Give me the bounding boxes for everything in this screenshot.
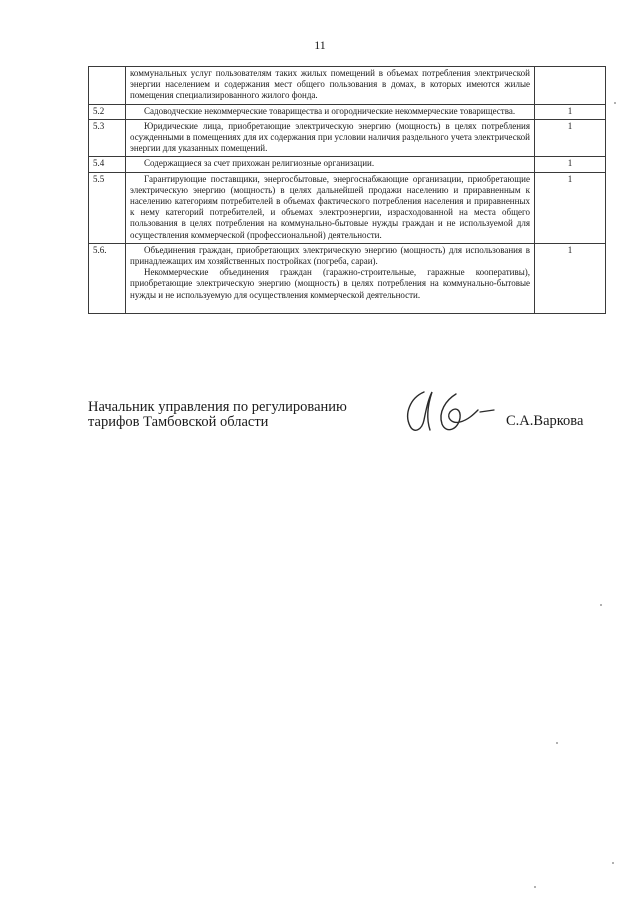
signatory-title [88, 400, 347, 430]
row-description [126, 119, 535, 157]
table-row [89, 172, 606, 243]
table-row [89, 243, 606, 313]
table-row [89, 119, 606, 157]
row-description [126, 172, 535, 243]
table-row [89, 104, 606, 119]
row-paragraph: коммунальных услуг пользователям таких жилых помещений в объемах потребления электрической энергии населением и содержания мест общего пользования в домах, в которых имеются жилые помещения специализированного жилого фонда. [130, 68, 530, 101]
row-description [126, 157, 535, 172]
scan-speck [600, 604, 602, 606]
table-row [89, 67, 606, 105]
row-paragraph: Объединения граждан, приобретающих электрическую энергию (мощность) для использования в принадлежащих им хозяйственных постройках (погреба, сараи). [130, 244, 530, 267]
scan-speck [534, 886, 536, 888]
signatory-title-line: тарифов Тамбовской области [88, 414, 269, 430]
row-number: 5.4 [89, 157, 126, 172]
row-paragraph: Садоводческие некоммерческие товарищества и огороднические некоммерческие товарищества. [144, 105, 516, 116]
row-value: 1 [535, 243, 606, 313]
row-value: 1 [535, 157, 606, 172]
row-value: 1 [535, 104, 606, 119]
row-paragraph: Некоммерческие объединения граждан (гаражно-строительные, гаражные кооперативы), приобретающие электрическую энергию (мощность) в целях потребления на коммунально-бытовые нужды и не используемую для осуществления коммерческой деятельности. [130, 267, 530, 300]
row-number: 5.3 [89, 119, 126, 157]
handwritten-signature [398, 384, 498, 444]
row-description [126, 104, 535, 119]
row-value: 1 [535, 172, 606, 243]
row-paragraph: Содержащиеся за счет прихожан религиозные организации. [144, 158, 375, 169]
row-number [89, 67, 126, 105]
row-value [535, 67, 606, 105]
signatory-title-line: Начальник управления по регулированию [88, 399, 347, 415]
row-number: 5.5 [89, 172, 126, 243]
row-value: 1 [535, 119, 606, 157]
row-description [126, 67, 535, 105]
signatory-name: С.А.Варкова [506, 413, 584, 429]
row-number: 5.2 [89, 104, 126, 119]
row-paragraph: Юридические лица, приобретающие электрическую энергию (мощность) в целях потребления осужденными в помещениях для их содержания при условии наличия раздельного учета электрической энергии для указанных помещений. [130, 120, 530, 154]
row-number: 5.6. [89, 243, 126, 313]
row-paragraph: Гарантирующие поставщики, энергосбытовые, энергоснабжающие организации, приобретающие электрическую энергию (мощность) в целях дальнейшей продажи населению и приравненным к населению категориям потребителей в объемах фактического потребления населения и приравненных к нему категорий потребителей, и объемах электроэнергии, израсходованной на места общего пользования в целях потребления на коммунально-бытовые нужды граждан и не используемой для осуществления коммерческой (профессиональной) деятельности. [130, 173, 530, 240]
tariff-category-table [88, 66, 606, 314]
scan-speck [556, 742, 558, 744]
page-number: 11 [314, 38, 326, 52]
row-description [126, 243, 535, 313]
table-row [89, 157, 606, 172]
scan-speck [614, 102, 616, 104]
scan-speck [612, 862, 614, 864]
